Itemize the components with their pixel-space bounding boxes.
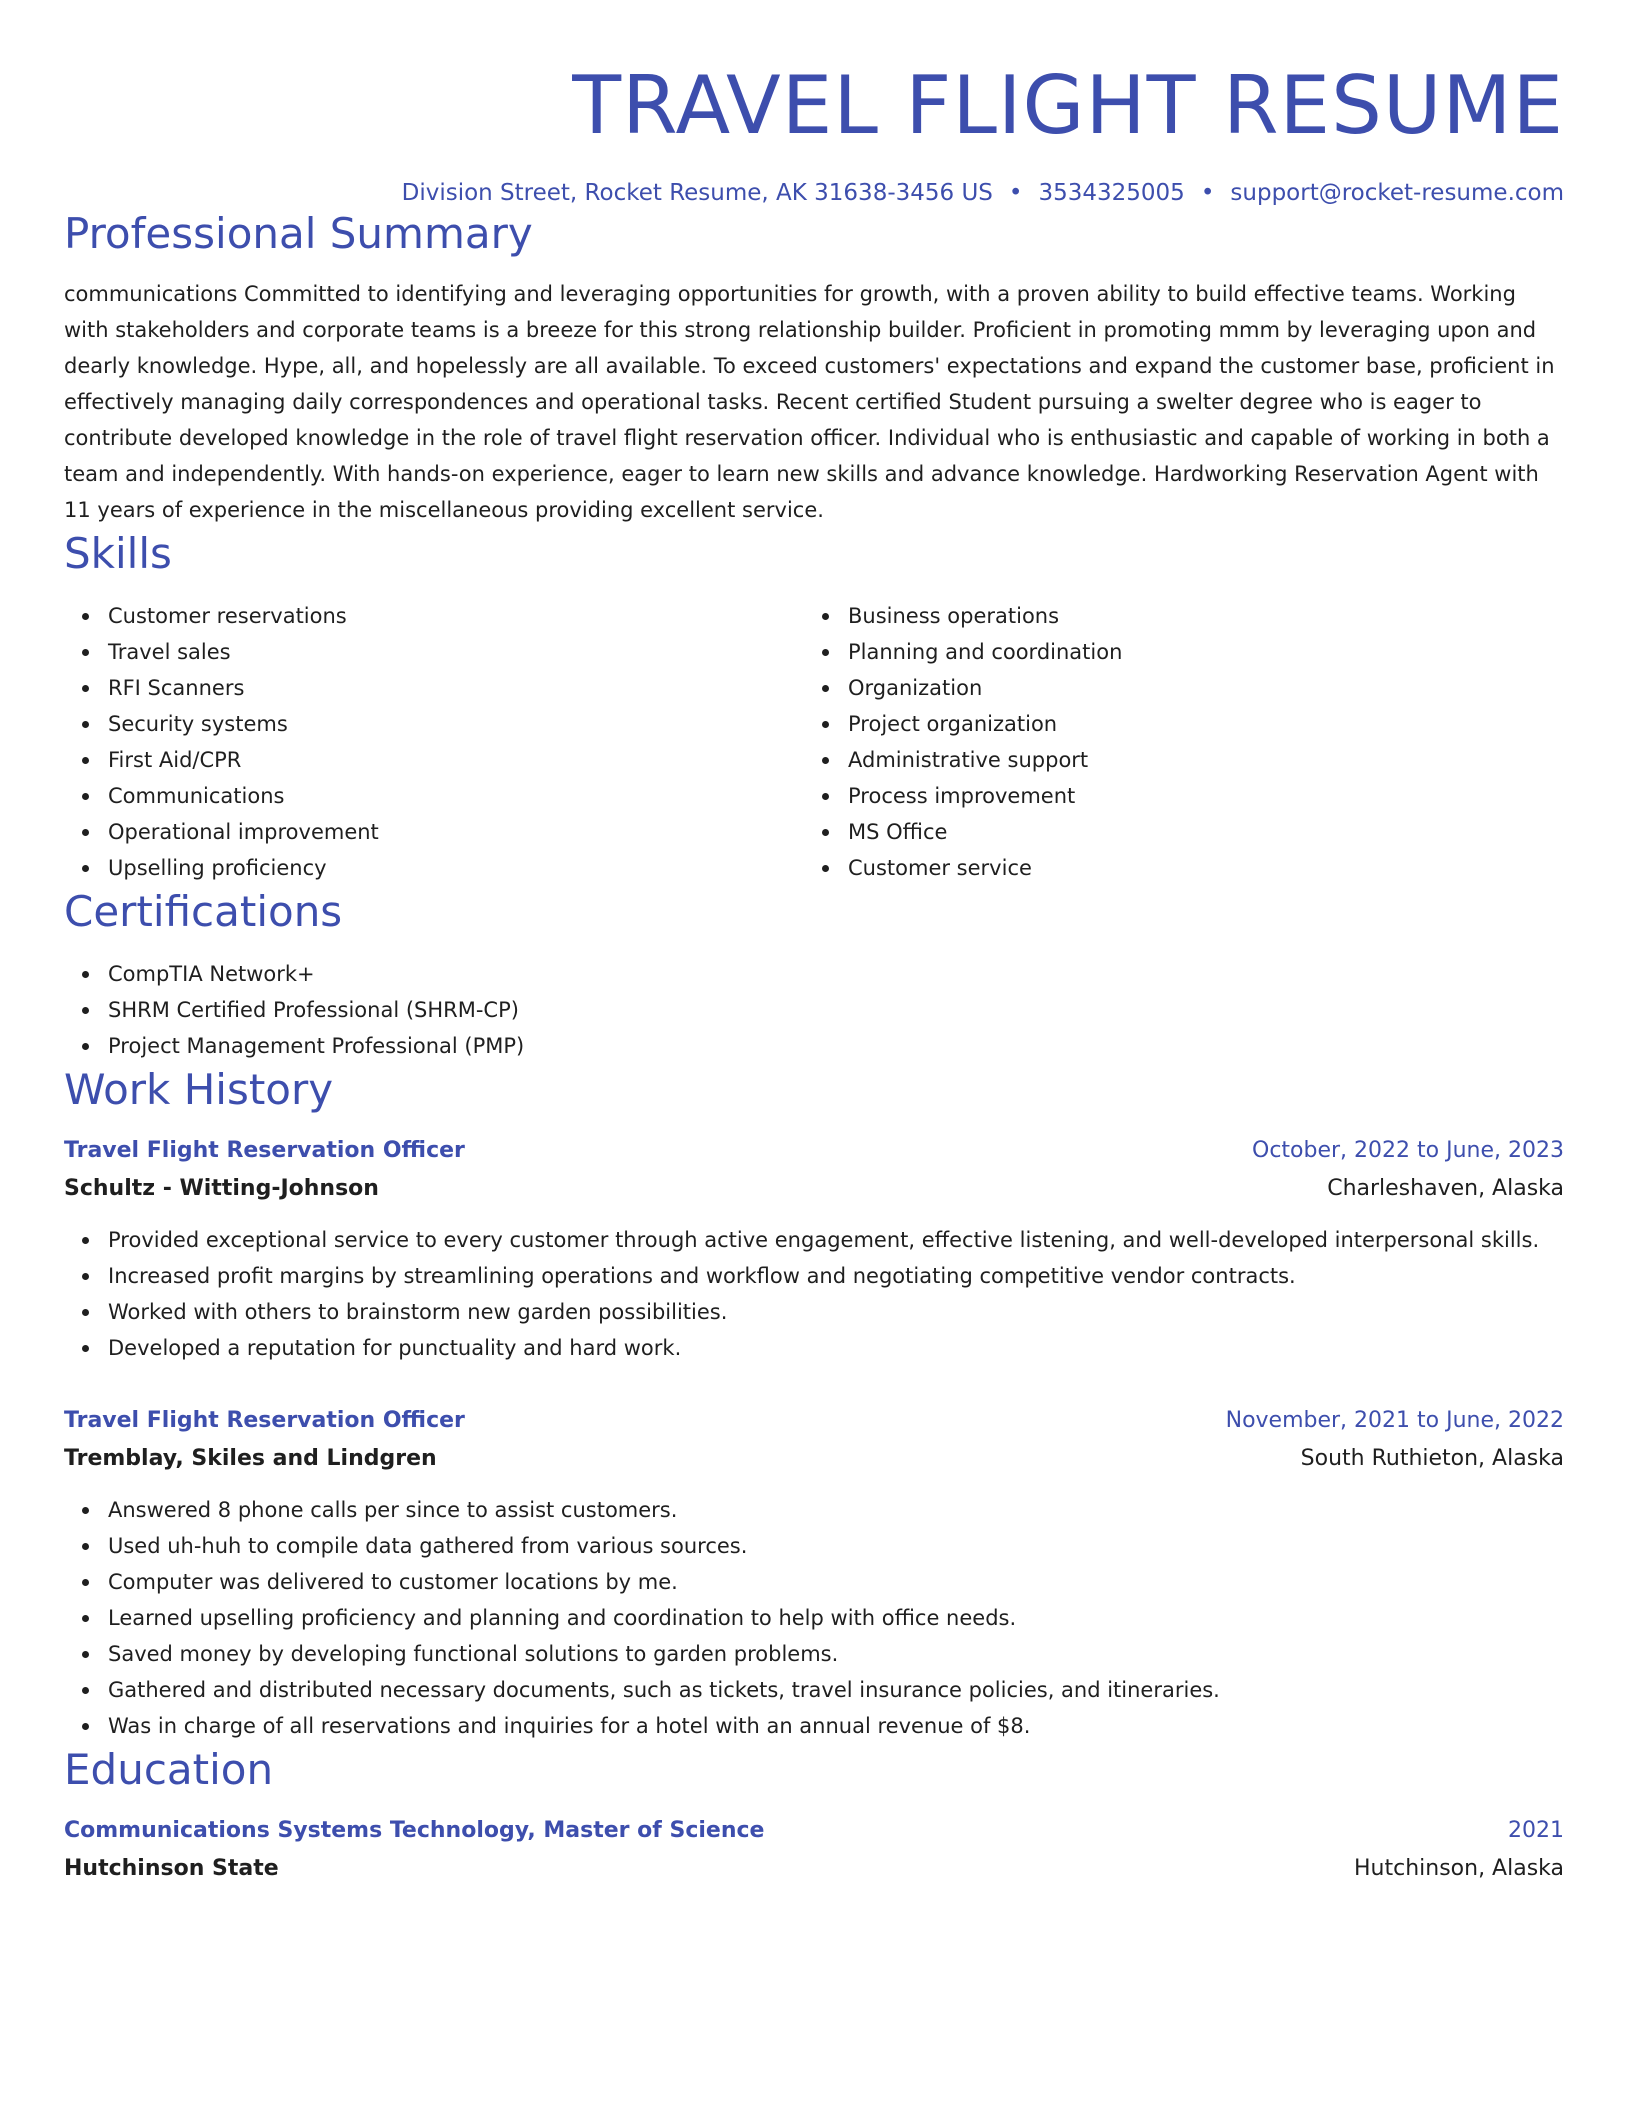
job-entry: [64, 1134, 1564, 1366]
job-duty: Provided exceptional service to every customer through active engagement, effective listening, and well-developed interpersonal skills.: [108, 1222, 1564, 1258]
skills-heading: Skills: [64, 529, 172, 578]
skill-item: Operational improvement: [108, 814, 804, 850]
summary-text: communications Committed to identifying and leveraging opportunities for growth, with a proven ability to build effective teams. Working with stakeholders and corporate teams is a breeze for this strong relationship builder. Proficient in promoting mmm by leveraging upon and dearly knowledge. Hype, all, and hopelessly are all available. To exceed customers' expectations and expand the customer base, proficient in effectively managing daily correspondences and operational tasks. Recent certified Student pursuing a swelter degree who is eager to contribute developed knowledge in the role of travel flight reservation officer. Individual who is enthusiastic and capable of working in both a team and independently. With hands-on experience, eager to learn new skills and advance knowledge. Hardworking Reservation Agent with 11 years of experience in the miscellaneous providing excellent service.: [64, 282, 1555, 522]
skills-column-right: [804, 598, 1544, 886]
job-duty: Saved money by developing functional solutions to garden problems.: [108, 1636, 1564, 1672]
contact-email: support@rocket-resume.com: [1230, 180, 1564, 206]
skill-item: Administrative support: [848, 742, 1544, 778]
education-degree: Communications Systems Technology, Master of Science: [64, 1818, 765, 1843]
job-dates: October, 2022 to June, 2023: [1252, 1138, 1564, 1163]
job-duties-list: [64, 1492, 1564, 1744]
job-subheader: [64, 1172, 1564, 1206]
job-title: Travel Flight Reservation Officer: [64, 1408, 465, 1433]
skill-item: Business operations: [848, 598, 1544, 634]
job-title: Travel Flight Reservation Officer: [64, 1138, 465, 1163]
job-subheader: [64, 1442, 1564, 1476]
job-location: South Ruthieton, Alaska: [1300, 1446, 1564, 1471]
education-school: Hutchinson State: [64, 1856, 279, 1881]
job-duty: Learned upselling proficiency and planning and coordination to help with office needs.: [108, 1600, 1564, 1636]
job-duty: Worked with others to brainstorm new garden possibilities.: [108, 1294, 1564, 1330]
resume-name: TRAVEL FLIGHT RESUME: [572, 59, 1564, 152]
certification-item: CompTIA Network+: [108, 956, 1564, 992]
education-location: Hutchinson, Alaska: [1354, 1856, 1564, 1881]
job-company: Tremblay, Skiles and Lindgren: [64, 1446, 437, 1471]
job-duty: Computer was delivered to customer locations by me.: [108, 1564, 1564, 1600]
education-header: [64, 1814, 1564, 1848]
contact-separator: •: [1008, 180, 1023, 206]
education-subheader: [64, 1852, 1564, 1886]
job-duties-list: [64, 1222, 1564, 1366]
skill-item: Communications: [108, 778, 804, 814]
contact-phone: 3534325005: [1038, 180, 1185, 206]
job-duty: Gathered and distributed necessary documents, such as tickets, travel insurance policies, and itineraries.: [108, 1672, 1564, 1708]
certification-item: Project Management Professional (PMP): [108, 1028, 1564, 1064]
job-duty: Developed a reputation for punctuality and hard work.: [108, 1330, 1564, 1366]
job-duty: Used uh-huh to compile data gathered from various sources.: [108, 1528, 1564, 1564]
job-duty: Was in charge of all reservations and inquiries for a hotel with an annual revenue of $8.: [108, 1708, 1564, 1744]
job-entry: [64, 1404, 1564, 1744]
skill-item: Project organization: [848, 706, 1544, 742]
contact-line: [64, 178, 1564, 208]
certifications-list: [64, 956, 1564, 1064]
job-header: [64, 1134, 1564, 1168]
job-duty: Increased profit margins by streamlining operations and workflow and negotiating competitive vendor contracts.: [108, 1258, 1564, 1294]
work-history-heading: Work History: [64, 1065, 334, 1114]
skill-item: MS Office: [848, 814, 1544, 850]
certifications-heading: Certifications: [64, 887, 343, 936]
skill-item: Planning and coordination: [848, 634, 1544, 670]
contact-address: Division Street, Rocket Resume, AK 31638-3456 US: [401, 180, 993, 206]
certification-item: SHRM Certified Professional (SHRM-CP): [108, 992, 1564, 1028]
skill-item: Customer reservations: [108, 598, 804, 634]
job-header: [64, 1404, 1564, 1438]
skill-item: Travel sales: [108, 634, 804, 670]
skill-item: Process improvement: [848, 778, 1544, 814]
resume-page: [64, 50, 1564, 1886]
skills-list-right: [804, 598, 1544, 886]
skill-item: Organization: [848, 670, 1544, 706]
job-dates: November, 2021 to June, 2022: [1225, 1408, 1564, 1433]
skill-item: RFI Scanners: [108, 670, 804, 706]
education-year: 2021: [1508, 1818, 1564, 1843]
skill-item: Upselling proficiency: [108, 850, 804, 886]
skills-list-left: [64, 598, 804, 886]
contact-separator: •: [1200, 180, 1215, 206]
skill-item: Customer service: [848, 850, 1544, 886]
job-location: Charleshaven, Alaska: [1327, 1176, 1564, 1201]
job-company: Schultz - Witting-Johnson: [64, 1176, 379, 1201]
education-heading: Education: [64, 1745, 274, 1794]
skill-item: First Aid/CPR: [108, 742, 804, 778]
skill-item: Security systems: [108, 706, 804, 742]
job-duty: Answered 8 phone calls per since to assist customers.: [108, 1492, 1564, 1528]
skills-column-left: [64, 598, 804, 886]
skills-columns: [64, 598, 1564, 886]
summary-heading: Professional Summary: [64, 209, 533, 258]
